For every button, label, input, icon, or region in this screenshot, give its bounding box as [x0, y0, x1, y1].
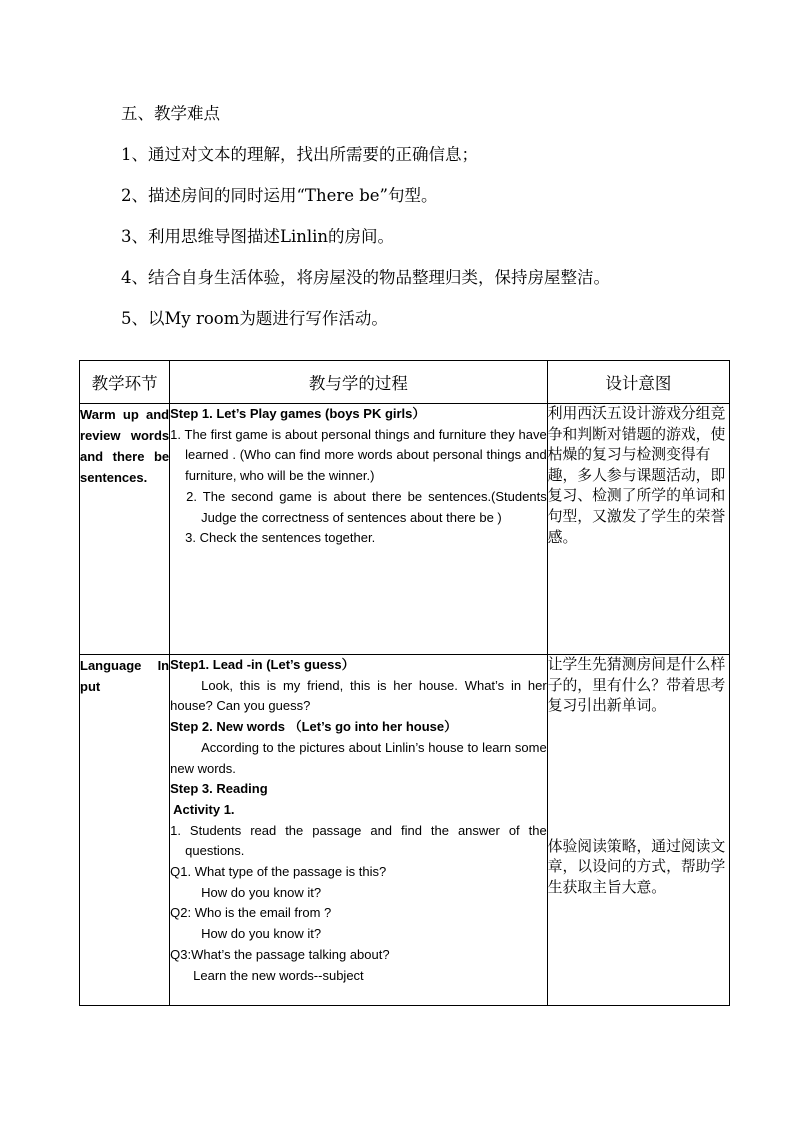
step-title: Step 3. Reading: [170, 781, 268, 797]
difficulty-point-1: 1、通过对文本的理解，找出所需要的正确信息；: [121, 145, 478, 164]
header-process: 教与学的过程: [170, 361, 548, 404]
difficulty-point-4: 4、结合自身生活体验，将房屋没的物品整理归类，保持房屋整洁。: [121, 268, 610, 287]
step-title: Step 2. New words （Let’s go into her house）: [170, 719, 458, 735]
difficulty-point-3: 3、利用思维导图描述Linlin的房间。: [121, 227, 395, 246]
question-3-sub: Learn the new words--subject: [193, 967, 364, 983]
spacer: [548, 717, 729, 837]
question-3: Q3:What’s the passage talking about?: [170, 946, 390, 962]
question-1: Q1. What type of the passage is this?: [170, 864, 387, 880]
difficulty-point-2: 2、描述房间的同时运用“There be”句型。: [121, 186, 438, 205]
design-text: 利用西沃五设计游戏分组竞争和判断对错题的游戏，使枯燥的复习与检测变得有趣，多人参与课题活动，即复习、检测了所学的单词和句型，又激发了学生的荣誉感。: [547, 405, 726, 546]
list-item: 3. Check the sentences together.: [185, 530, 376, 546]
question-1-sub: How do you know it?: [201, 884, 322, 900]
process-cell: [170, 655, 548, 1006]
section-heading: 五、教学难点: [121, 104, 220, 123]
list-item: 1. The first game is about personal things and furniture they have learned . (Who can find more words about personal things and furniture, who will be the winner.): [170, 426, 547, 484]
design-cell: [547, 655, 729, 1006]
stage-language-input: Language In put: [80, 655, 170, 1006]
header-stage: 教学环节: [80, 361, 170, 404]
design-text: 体验阅读策略，通过阅读文章，以设问的方式，帮助学生获取主旨大意。: [547, 837, 726, 896]
activity-title: Activity 1.: [173, 801, 235, 817]
step-title: Step 1. Let’s Play games (boys PK girls）: [170, 406, 426, 421]
table-header-row: [80, 361, 730, 404]
list-item: 1. Students read the passage and find the answer of the questions.: [170, 822, 547, 859]
step-text: Look, this is my friend, this is her house. What’s in her house? Can you guess?: [170, 677, 547, 714]
table-row: [80, 404, 730, 655]
lesson-plan-table: [79, 360, 730, 1006]
process-cell: [170, 404, 548, 655]
step-title: Step1. Lead -in (Let’s guess）: [170, 657, 355, 672]
question-2-sub: How do you know it?: [201, 926, 322, 942]
step-text: According to the pictures about Linlin’s house to learn some new words.: [170, 739, 547, 776]
difficulty-point-5: 5、以My room为题进行写作活动。: [121, 309, 388, 328]
header-design: 设计意图: [547, 361, 729, 404]
design-text: 让学生先猜测房间是什么样子的，里有什么？带着思考复习引出新单词。: [547, 656, 726, 715]
question-2: Q2: Who is the email from ?: [170, 905, 332, 921]
list-item: 2. The second game is about there be sentences.(Students Judge the correctness of sentences about there be ): [186, 488, 547, 525]
table-row: [80, 655, 730, 1006]
design-cell: [547, 404, 729, 655]
intro-section: [121, 104, 761, 350]
stage-warm-up: Warm up and review words and there be sentences.: [80, 404, 170, 655]
